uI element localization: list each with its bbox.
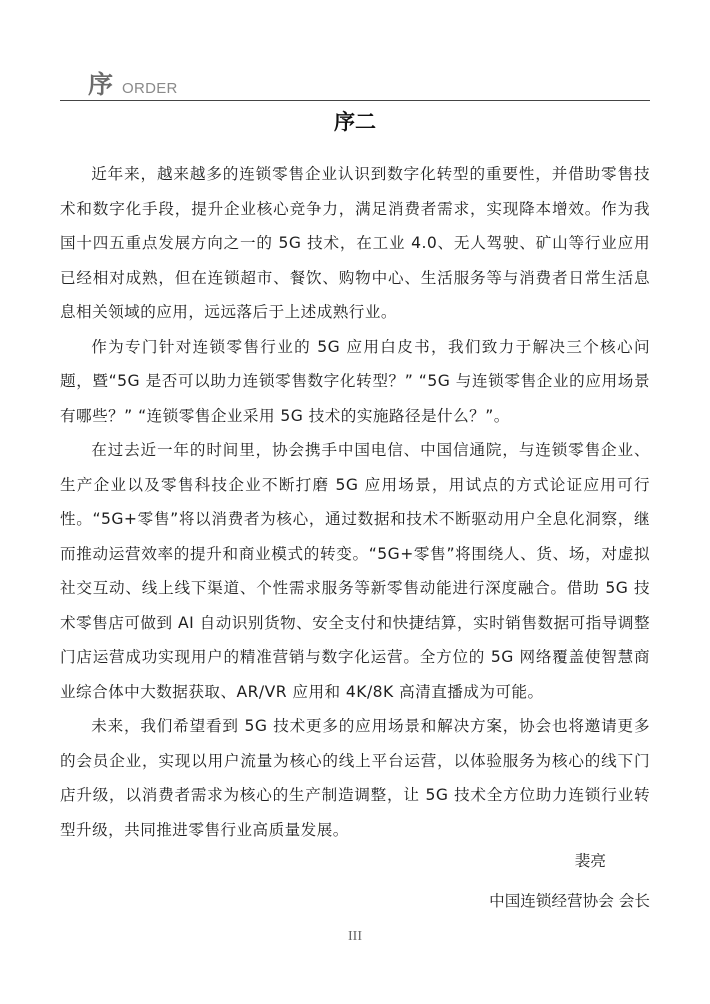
- chapter-char: 序: [88, 70, 114, 99]
- preface-body: [60, 157, 650, 847]
- paragraph-4: 未来，我们希望看到 5G 技术更多的应用场景和解决方案，协会也将邀请更多的会员企业，实现以用户流量为核心的线上平台运营，以体验服务为核心的线下门店升级，以消费者需求为核心的生产制造调整，让 5G 技术全方位助力连锁行业转型升级，共同推进零售行业高质量发展。: [60, 717, 650, 839]
- header-divider: [60, 100, 650, 101]
- page-number: III: [348, 929, 362, 944]
- paragraph-1: 近年来，越来越多的连锁零售企业认识到数字化转型的重要性，并借助零售技术和数字化手段，提升企业核心竞争力，满足消费者需求，实现降本增效。作为我国十四五重点发展方向之一的 5G 技术，在工业 4.0、无人驾驶、矿山等行业应用已经相对成熟，但在连锁超市、餐饮、购物中心、生活服务等与消费者日常生活息息相关领域的应用，远远落后于上述成熟行业。: [60, 165, 650, 321]
- page-title: 序二: [334, 110, 376, 134]
- signature-organization: 中国连锁经营协会 会长: [489, 892, 650, 910]
- chapter-label-en: ORDER: [122, 80, 178, 97]
- signature-block: [489, 848, 650, 914]
- chapter-header: [88, 66, 178, 100]
- paragraph-3: 在过去近一年的时间里，协会携手中国电信、中国信通院，与连锁零售企业、生产企业以及零售科技企业不断打磨 5G 应用场景，用试点的方式论证应用可行性。“5G+零售”将以消费者为核心，通过数据和技术不断驱动用户全息化洞察，继而推动运营效率的提升和商业模式的转变。“5G+零售”将围绕人、货、场，对虚拟社交互动、线上线下渠道、个性需求服务等新零售动能进行深度融合。借助 5G 技术零售店可做到 AI 自动识别货物、安全支付和快捷结算，实时销售数据可指导调整门店运营成功实现用户的精准营销与数字化运营。全方位的 5G 网络覆盖使智慧商业综合体中大数据获取、AR/VR 应用和 4K/8K 高清直播成为可能。: [60, 441, 650, 701]
- signature-name: 裴亮: [574, 852, 606, 870]
- paragraph-2: 作为专门针对连锁零售行业的 5G 应用白皮书，我们致力于解决三个核心问题，暨“5G 是否可以助力连锁零售数字化转型？” “5G 与连锁零售企业的应用场景有哪些？” “连锁零售企业采用 5G 技术的实施路径是什么？”。: [60, 337, 650, 425]
